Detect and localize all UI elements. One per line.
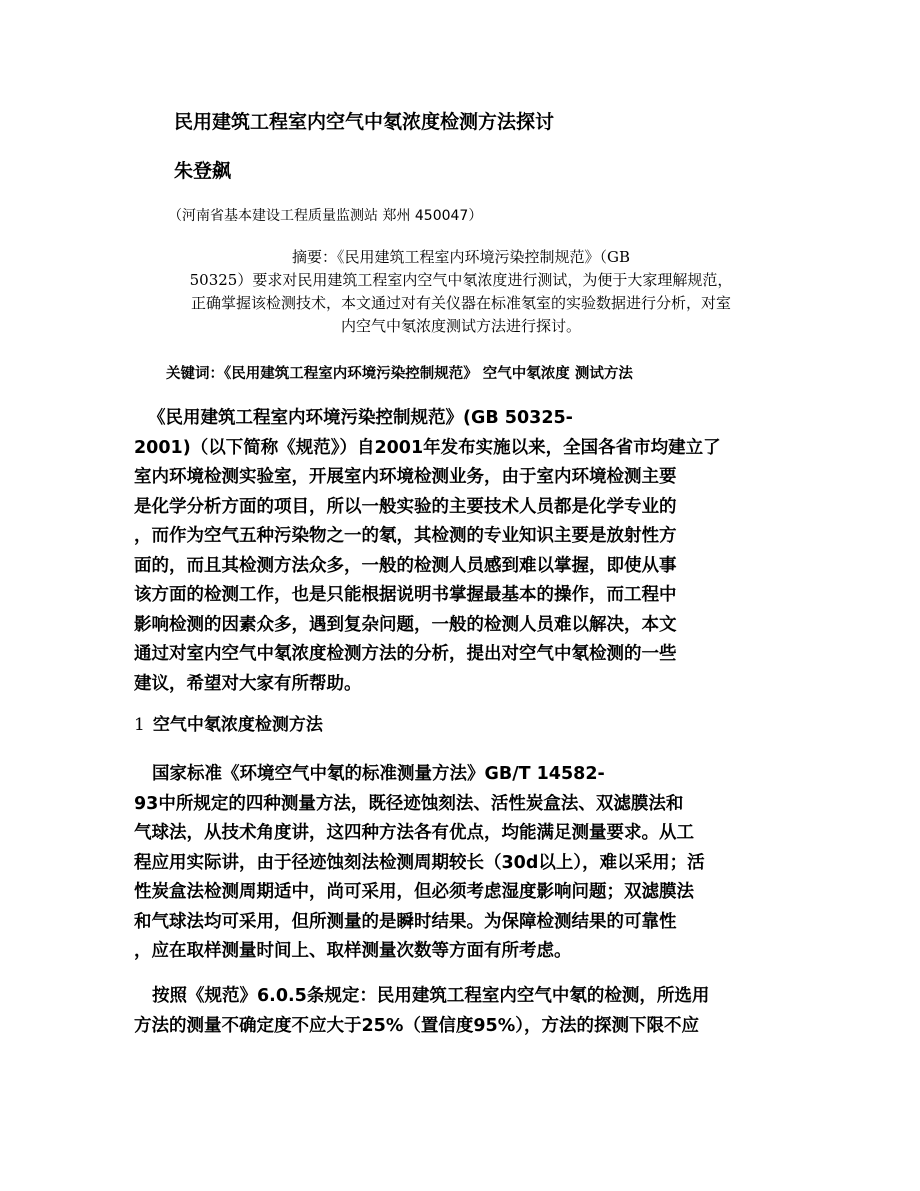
section-title: 空气中氡浓度检测方法 bbox=[152, 715, 323, 735]
paragraph-line: 按照《规范》6.0.5条规定：民用建筑工程室内空气中氡的检测，所选用 bbox=[152, 986, 710, 1006]
paragraph-line: 《民用建筑工程室内环境污染控制规范》(GB 50325- bbox=[148, 408, 573, 428]
section-heading bbox=[134, 711, 323, 739]
abstract-line: 摘要：《民用建筑工程室内环境污染控制规范》（GB bbox=[291, 248, 630, 266]
paragraph-line: 是化学分析方面的项目，所以一般实验的主要技术人员都是化学专业的 bbox=[134, 496, 677, 517]
abstract bbox=[134, 246, 788, 338]
paragraph-line: 性炭盒法检测周期适中，尚可采用，但必须考虑湿度影响问题；双滤膜法 bbox=[134, 882, 694, 902]
author-affiliation: （河南省基本建设工程质量监测站 郑州 450047） bbox=[168, 208, 483, 224]
paragraph-line: 和气球法均可采用，但所测量的是瞬时结果。为保障检测结果的可靠性 bbox=[134, 911, 677, 932]
paragraph-line: ，应在取样测量时间上、取样测量次数等方面有所考虑。 bbox=[134, 941, 572, 961]
paragraph-line: 2001)（以下简称《规范》）自2001年发布实施以来，全国各省市均建立了 bbox=[134, 437, 721, 458]
section-number: 1 bbox=[134, 715, 145, 735]
paragraph-line: 影响检测的因素众多，遇到复杂问题，一般的检测人员难以解决，本文 bbox=[134, 614, 677, 635]
abstract-line: 正确掌握该检测技术，本文通过对有关仪器在标准氡室的实验数据进行分析，对室 bbox=[190, 294, 731, 312]
paragraph-line: 气球法，从技术角度讲，这四种方法各有优点，均能满足测量要求。从工 bbox=[134, 823, 694, 843]
abstract-line: 内空气中氡浓度测试方法进行探讨。 bbox=[340, 317, 581, 335]
keywords: 关键词：《民用建筑工程室内环境污染控制规范》 空气中氡浓度 测试方法 bbox=[166, 366, 633, 382]
spec-paragraph bbox=[134, 982, 790, 1041]
paragraph-line: 建议，希望对大家有所帮助。 bbox=[134, 673, 362, 694]
paragraph-line: 通过对室内空气中氡浓度检测方法的分析，提出对空气中氡检测的一些 bbox=[134, 644, 677, 664]
paper-title: 民用建筑工程室内空气中氡浓度检测方法探讨 bbox=[174, 111, 555, 133]
paragraph-line: 程应用实际讲，由于径迹蚀刻法检测周期较长（30d以上），难以采用；活 bbox=[134, 852, 705, 873]
paragraph-line: 方法的测量不确定度不应大于25%（置信度95%），方法的探测下限不应 bbox=[134, 1015, 700, 1036]
intro-paragraph bbox=[134, 404, 790, 699]
abstract-line: 50325）要求对民用建筑工程室内空气中氡浓度进行测试，为便于大家理解规范， bbox=[189, 271, 733, 289]
paragraph-line: ，而作为空气五种污染物之一的氡，其检测的专业知识主要是放射性方 bbox=[134, 526, 677, 546]
methods-paragraph bbox=[134, 760, 790, 967]
paragraph-line: 该方面的检测工作，也是只能根据说明书掌握最基本的操作，而工程中 bbox=[134, 585, 677, 605]
paragraph-line: 93中所规定的四种测量方法，既径迹蚀刻法、活性炭盒法、双滤膜法和 bbox=[134, 793, 684, 814]
paragraph-line: 面的，而且其检测方法众多，一般的检测人员感到难以掌握，即使从事 bbox=[134, 555, 677, 576]
author-name: 朱登飙 bbox=[174, 160, 232, 182]
paragraph-line: 国家标准《环境空气中氡的标准测量方法》GB/T 14582- bbox=[152, 764, 605, 784]
paragraph-line: 室内环境检测实验室，开展室内环境检测业务，由于室内环境检测主要 bbox=[134, 467, 677, 487]
